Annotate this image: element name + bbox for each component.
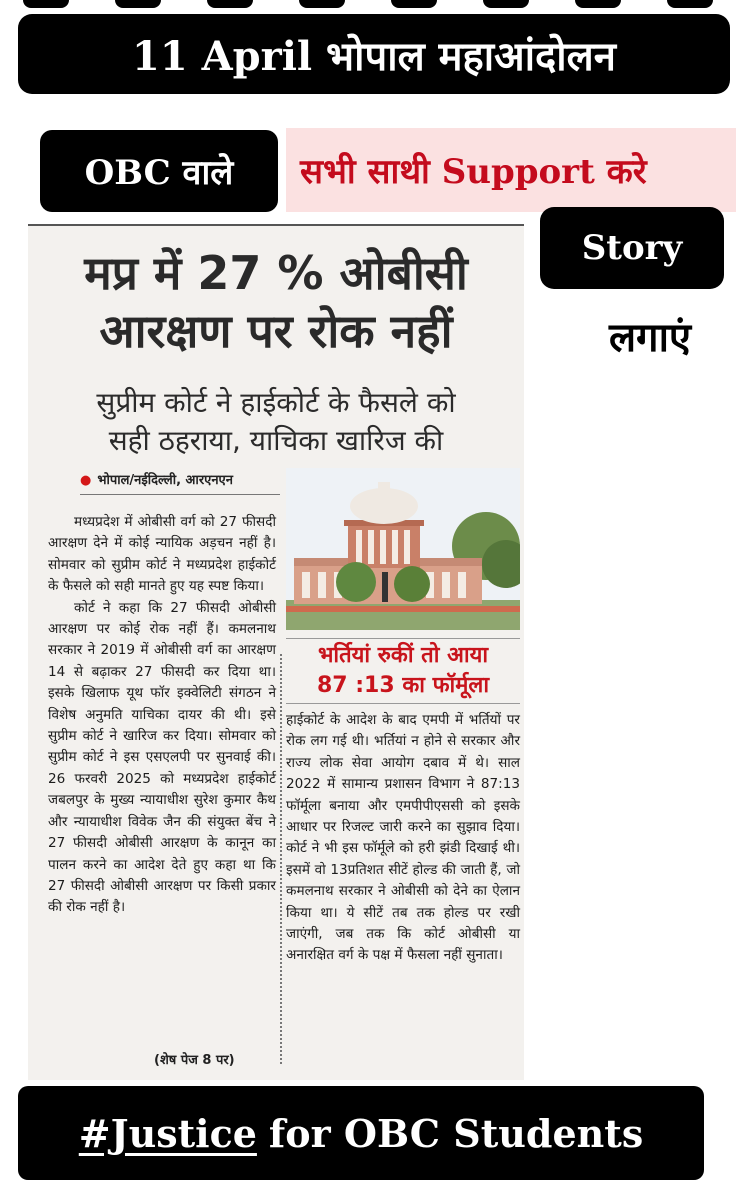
obc-label: OBC वाले: [84, 153, 234, 193]
dateline: [80, 470, 233, 488]
story-label-box: [540, 207, 724, 289]
support-text: सभी साथी Support करे: [300, 152, 647, 192]
story-label: Story: [581, 228, 683, 268]
article-headline: [28, 244, 524, 360]
headline-line-1: मप्र में 27 % ओबीसी: [84, 246, 468, 300]
subhead-line-1: सुप्रीम कोर्ट ने हाईकोर्ट के फैसले को: [96, 386, 456, 419]
obc-label-box: [40, 130, 278, 212]
continued-note: (शेष पेज 8 पर): [154, 1053, 235, 1068]
box-headline-line-2: 87 :13 का फॉर्मूला: [316, 673, 490, 698]
justice-banner: [18, 1086, 704, 1180]
headline-banner: [18, 14, 730, 94]
clipping-top-rule: [28, 224, 524, 226]
support-band: [286, 128, 736, 212]
paragraph-2: कोर्ट ने कहा कि 27 फीसदी ओबीसी आरक्षण पर कोई रोक नहीं हैं। कमलनाथ सरकार ने 2019 में ओबीसी वर्ग का आरक्षण 14 से बढ़ाकर 27 फीसदी कर दिया था। इसके खिलाफ यूथ फॉर इक्वेलिटी संगठन ने विशेष अनुमति याचिका दायर की थी। इसे सुप्रीम कोर्ट ने खारिज कर दिया। सोमवार को सुप्रीम कोर्ट ने इस एसएलपी पर सुनवाई की। 26 फरवरी 2025 को मध्यप्रदेश हाईकोर्ट जबलपुर के मुख्य न्यायाधीश सुरेश कुमार कैथ और न्यायाधीश विवेक जैन की संयुक्त बेंच ने 27 फीसदी ओबीसी आरक्षण के कानून का पालन करने का आदेश देते हुए कहा था कि 27 फीसदी ओबीसी आरक्षण पर किसी प्रकार की रोक नहीं है।: [48, 599, 276, 916]
newspaper-clipping: [28, 224, 524, 1080]
top-decoration: [0, 0, 736, 10]
subhead-line-2: सही ठहराया, याचिका खारिज की: [108, 424, 444, 457]
article-column-right: [286, 710, 520, 967]
box-headline: [286, 638, 520, 704]
dateline-rule: [80, 494, 280, 495]
article-subheadline: [28, 384, 524, 460]
bullet-icon: ●: [80, 473, 92, 488]
justice-rest: for OBC Students: [268, 1110, 644, 1156]
hashtag-justice: #Justice: [78, 1110, 257, 1156]
article-column-left: [48, 512, 276, 919]
column-divider: [280, 654, 282, 1064]
dateline-text: भोपाल/नईदिल्ली, आरएनएन: [97, 473, 233, 488]
lagaye-text: लगाएं: [608, 313, 692, 361]
paragraph-1: मध्यप्रदेश में ओबीसी वर्ग को 27 फीसदी आरक्षण देने में कोई न्यायिक अड़चन नहीं है। सोमवार को सुप्रीम कोर्ट ने मध्यप्रदेश हाईकोर्ट के फैसले को सही मानते हुए यह स्पष्ट किया।: [48, 514, 276, 595]
court-building-image: [286, 468, 520, 630]
box-headline-line-1: भर्तियां रुकीं तो आया: [317, 643, 489, 668]
headline-text: 11 April भोपाल महाआंदोलन: [132, 32, 616, 80]
paragraph-3: हाईकोर्ट के आदेश के बाद एमपी में भर्तियों पर रोक लग गई थी। भर्तियां न होने से सरकार और राज्य लोक सेवा आयोग दबाव में थे। साल 2022 में सामान्य प्रशासन विभाग ने 87:13 फॉर्मूला बनाया और एमपीपीएससी को इसके आधार पर रिजल्ट जारी करने का सुझाव दिया। कोर्ट ने भी इस फॉर्मूले को हरी झंडी दिखाई थी। इसमें वो 13प्रतिशत सीटें होल्ड की जाती हैं, जो कमलनाथ सरकार ने ओबीसी को देने का ऐलान किया था। ये सीटें तब तक होल्ड पर रखी जाएंगी, जब तक कि कोर्ट ओबीसी या अनारक्षित वर्ग के पक्ष में फैसला नहीं सुनाता।: [286, 712, 520, 964]
supreme-court-photo: [286, 468, 520, 630]
headline-line-2: आरक्षण पर रोक नहीं: [99, 304, 453, 358]
